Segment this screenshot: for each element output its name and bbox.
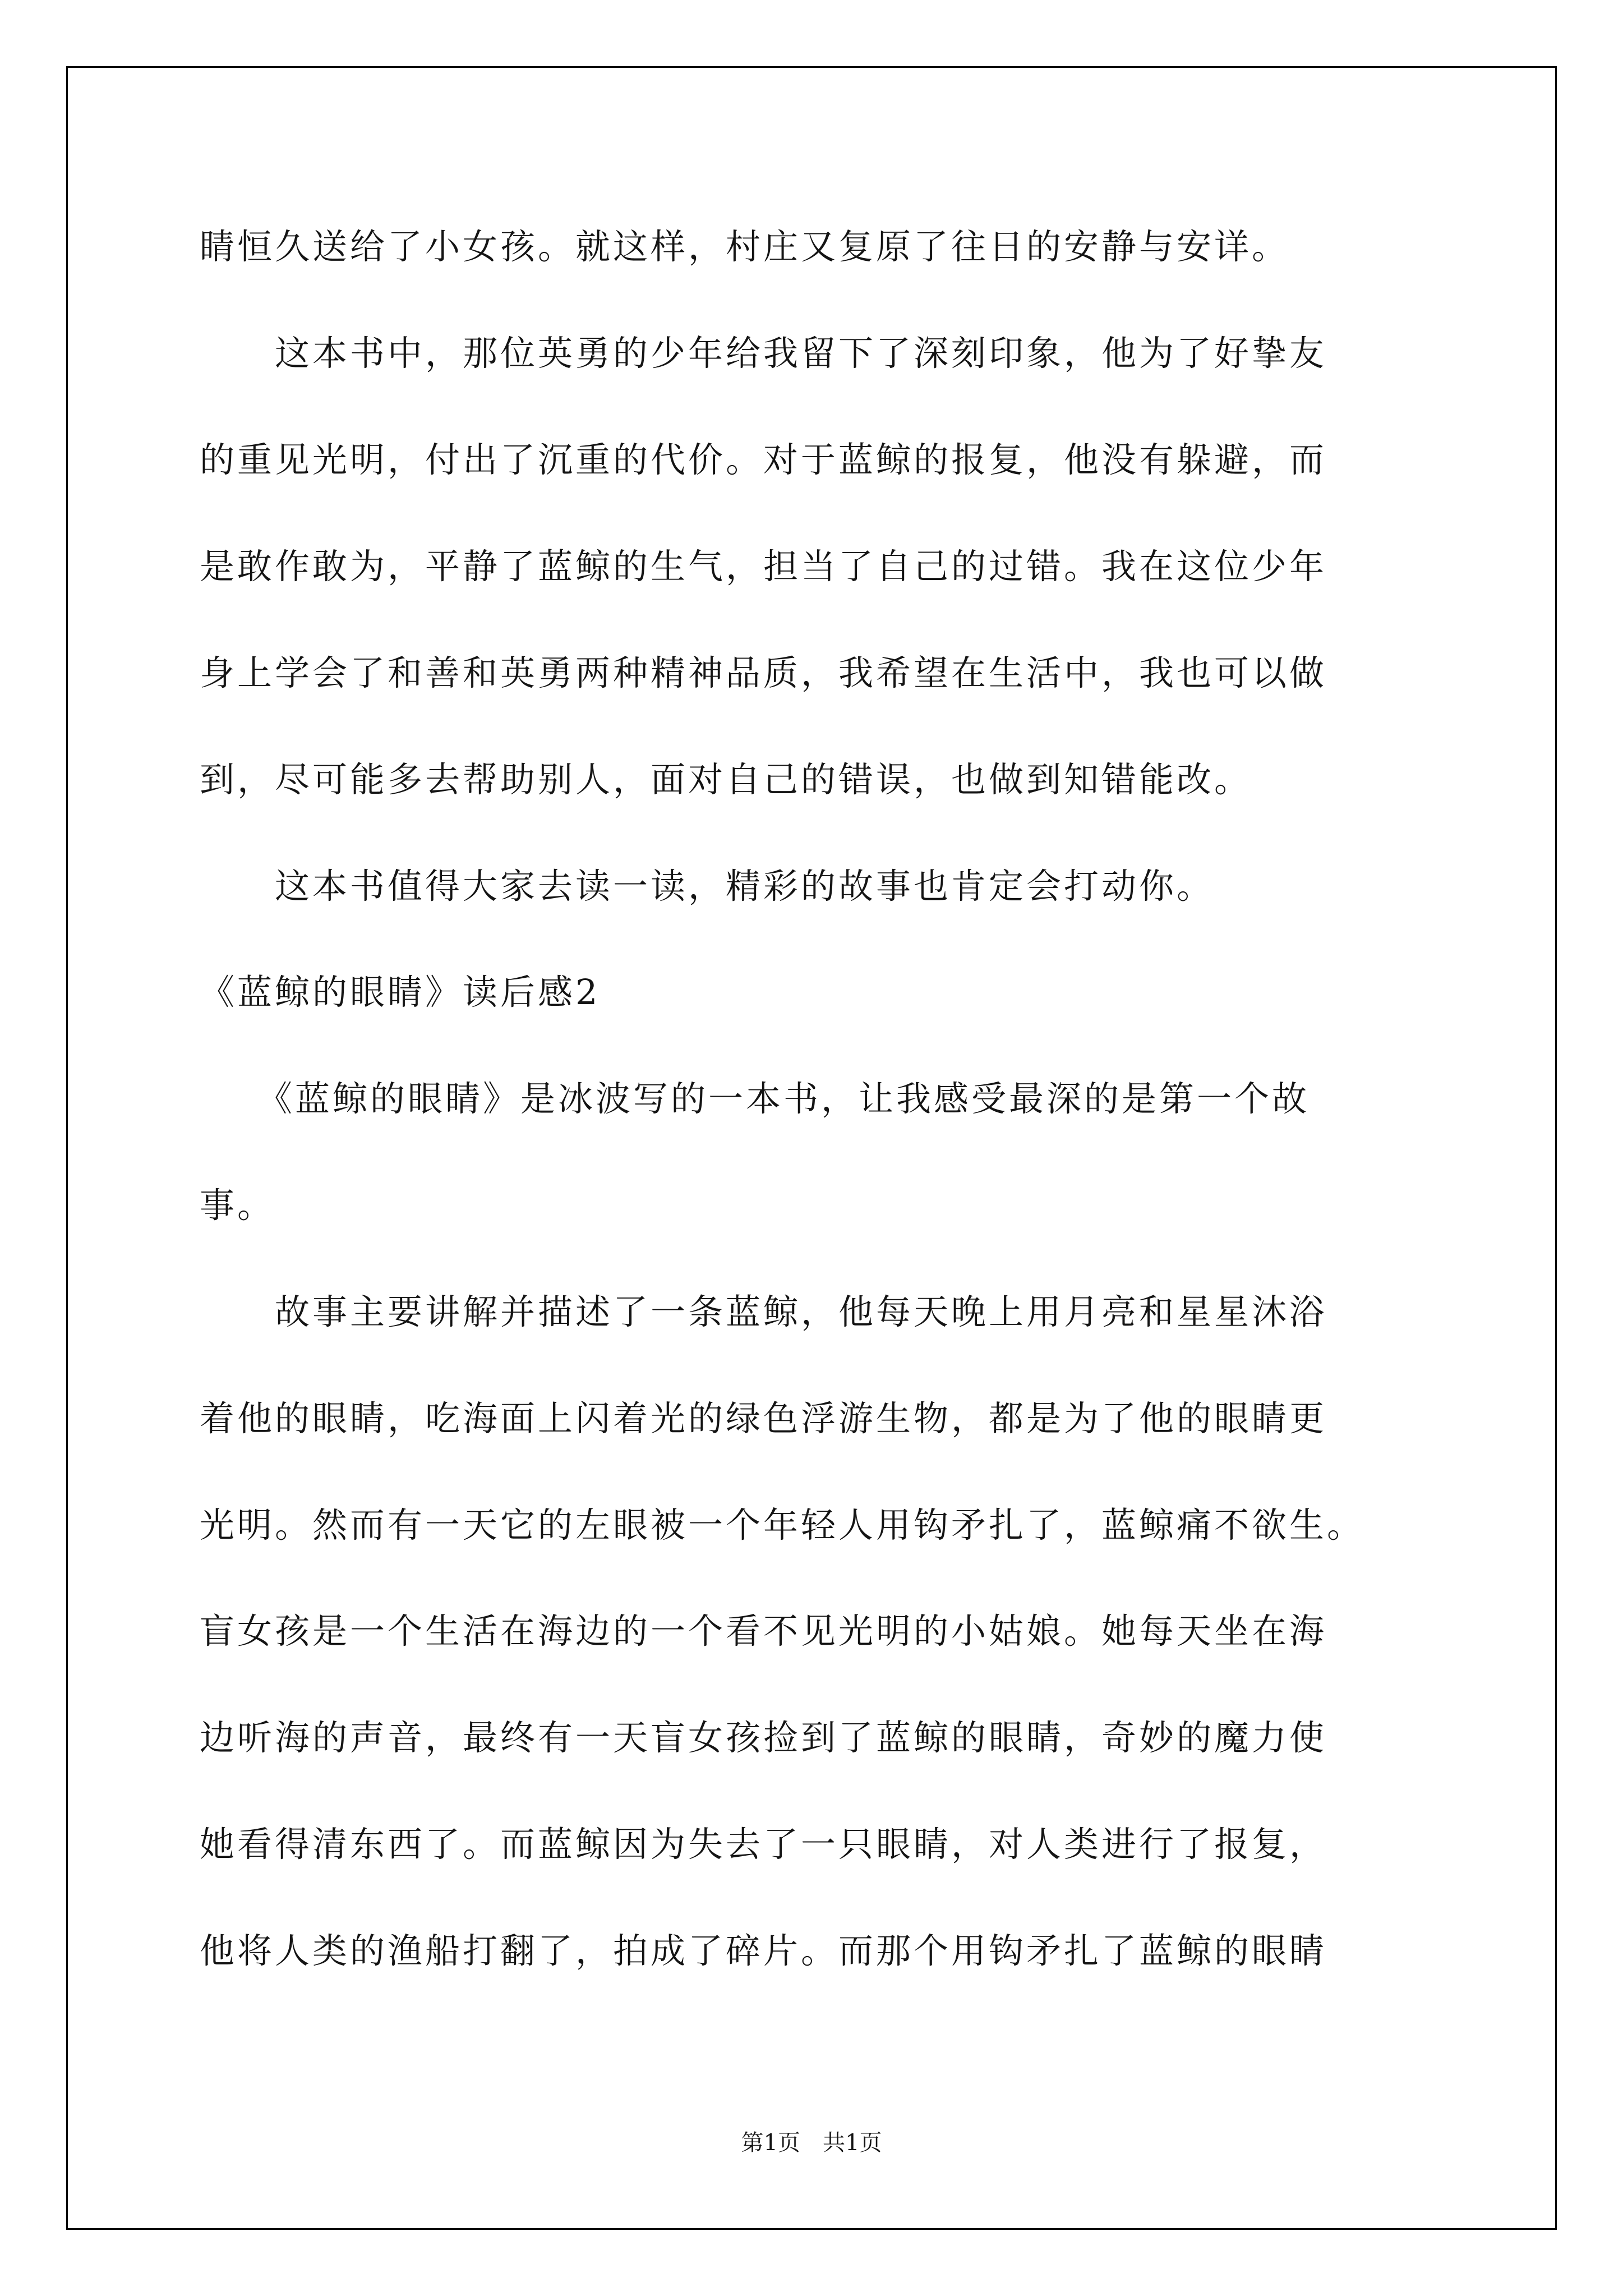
page-footer: 第1页 共1页 — [741, 2130, 882, 2156]
text-line: 他将人类的渔船打翻了，拍成了碎片。而那个用钩矛扎了蓝鲸的眼睛 — [200, 1930, 1327, 1971]
text-line: 《蓝鲸的眼睛》是冰波写的一本书，让我感受最深的是第一个故 — [200, 1078, 1310, 1119]
text-line: 盲女孩是一个生活在海边的一个看不见光明的小姑娘。她每天坐在海 — [200, 1611, 1327, 1651]
text-line: 她看得清东西了。而蓝鲸因为失去了一只眼睛，对人类进行了报复， — [200, 1824, 1327, 1865]
text-line: 是敢作敢为，平静了蓝鲸的生气，担当了自己的过错。我在这位少年 — [200, 546, 1327, 587]
text-line: 的重见光明，付出了沉重的代价。对于蓝鲸的报复，他没有躲避，而 — [200, 439, 1327, 480]
text-line: 事。 — [200, 1185, 275, 1226]
text-line: 光明。然而有一天它的左眼被一个年轻人用钩矛扎了，蓝鲸痛不欲生。 — [200, 1504, 1365, 1545]
text-line: 故事主要讲解并描述了一条蓝鲸，他每天晚上用月亮和星星沐浴 — [200, 1291, 1327, 1332]
text-line: 到，尽可能多去帮助别人，面对自己的错误，也做到知错能改。 — [200, 759, 1252, 800]
text-line: 睛恒久送给了小女孩。就这样，村庄又复原了往日的安静与安详。 — [200, 226, 1290, 267]
text-line: 这本书值得大家去读一读，精彩的故事也肯定会打动你。 — [200, 866, 1215, 907]
text-line: 边听海的声音，最终有一天盲女孩捡到了蓝鲸的眼睛，奇妙的魔力使 — [200, 1717, 1327, 1758]
page-border — [66, 66, 1557, 2230]
text-line: 着他的眼睛，吃海面上闪着光的绿色浮游生物，都是为了他的眼睛更 — [200, 1398, 1327, 1439]
text-line: 这本书中，那位英勇的少年给我留下了深刻印象，他为了好挚友 — [200, 333, 1327, 374]
text-line: 身上学会了和善和英勇两种精神品质，我希望在生活中，我也可以做 — [200, 652, 1327, 693]
section-heading: 《蓝鲸的眼睛》读后感2 — [200, 972, 601, 1013]
